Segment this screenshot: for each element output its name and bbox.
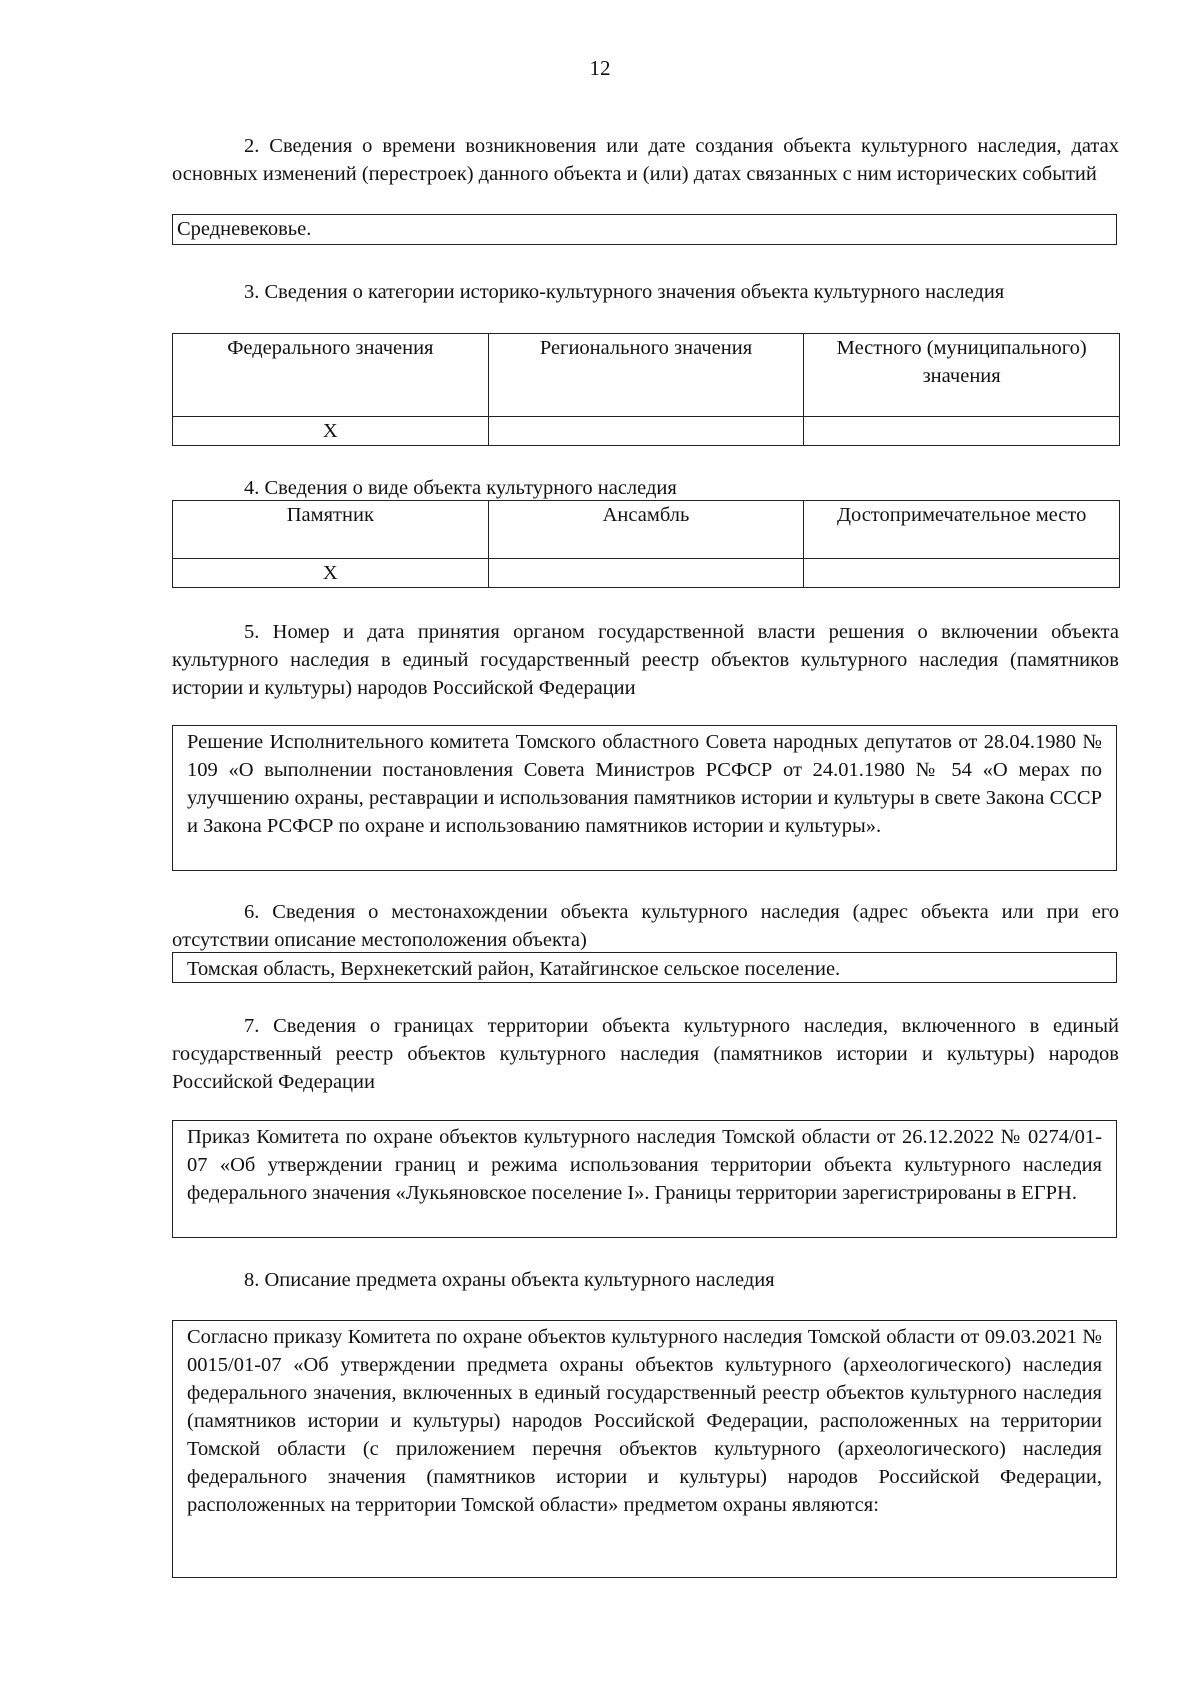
section5-value: Решение Исполнительного комитета Томского областного Совета народных депутатов от 28.04.1980 № 109 «О выполнении постановления Совета Министров РСФСР от 24.01.1980 № 54 «О мерах по улучшению охраны, реставрации и использования памятников истории и культуры в свете Закона СССР и Закона РСФСР по охране и использованию памятников истории и культуры».: [187, 731, 1102, 837]
type-table: [172, 500, 1120, 588]
section3-heading: 3. Сведения о категории историко-культурного значения объекта культурного наследия: [244, 281, 1005, 303]
section4-heading: 4. Сведения о виде объекта культурного наследия: [244, 477, 677, 499]
section6-heading: 6. Сведения о местонахождении объекта культурного наследия (адрес объекта или при его отсутствии описание местоположения объекта): [172, 901, 1119, 951]
section2-heading: 2. Сведения о времени возникновения или дате создания объекта культурного наследия, датах основных изменений (перестроек) данного объекта и (или) датах связанных с ним исторических событий: [172, 135, 1119, 185]
category-col-regional: Регионального значения: [488, 334, 804, 417]
section2-value-box: [172, 214, 1117, 245]
category-col-federal: Федерального значения: [173, 334, 489, 417]
section5-heading: 5. Номер и дата принятия органом государственной власти решения о включении объекта культурного наследия в единый государственный реестр объектов культурного наследия (памятников истории и культуры) народов Российской Федерации: [172, 621, 1119, 699]
type-col-landmark: Достопримечательное место: [804, 501, 1120, 559]
section7-heading: 7. Сведения о границах территории объекта культурного наследия, включенного в единый государственный реестр объектов культурного наследия (памятников истории и культуры) народов Российской Федерации: [172, 1015, 1119, 1093]
type-mark-monument: Х: [173, 559, 489, 588]
page-number: 12: [589, 56, 611, 80]
section6-value: Томская область, Верхнекетский район, Катайгинское сельское поселение.: [187, 958, 841, 980]
section8-heading: 8. Описание предмета охраны объекта культурного наследия: [244, 1269, 775, 1291]
type-mark-landmark: [804, 559, 1120, 588]
type-mark-ensemble: [488, 559, 804, 588]
category-header-row: [173, 334, 1120, 417]
section7-value-box: [172, 1120, 1117, 1238]
section5-value-box: [172, 725, 1117, 871]
type-col-ensemble: Ансамбль: [488, 501, 804, 559]
category-mark-regional: [488, 417, 804, 446]
type-header-row: [173, 501, 1120, 559]
category-mark-federal: Х: [173, 417, 489, 446]
section7-value: Приказ Комитета по охране объектов культурного наследия Томской области от 26.12.2022 № 0274/01-07 «Об утверждении границ и режима использования территории объекта культурного наследия федерального значения «Лукьяновское поселение I». Границы территории зарегистрированы в ЕГРН.: [187, 1126, 1102, 1204]
category-col-local: Местного (муниципального) значения: [804, 334, 1120, 417]
section6-value-box: [172, 952, 1117, 983]
type-col-monument: Памятник: [173, 501, 489, 559]
category-mark-local: [804, 417, 1120, 446]
category-table: [172, 333, 1120, 446]
section2-value: Средневековье.: [177, 218, 312, 240]
category-mark-row: [173, 417, 1120, 446]
section8-value: Согласно приказу Комитета по охране объектов культурного наследия Томской области от 09.03.2021 № 0015/01-07 «Об утверждении предмета охраны объектов культурного (археологического) наследия федерального значения, включенных в единый государственный реестр объектов культурного наследия (памятников истории и культуры) народов Российской Федерации, расположенных на территории Томской области (с приложением перечня объектов культурного (археологического) наследия федерального значения (памятников истории и культуры) народов Российской Федерации, расположенных на территории Томской области» предметом охраны являются:: [187, 1326, 1102, 1516]
type-mark-row: [173, 559, 1120, 588]
section8-value-box: [172, 1320, 1117, 1578]
